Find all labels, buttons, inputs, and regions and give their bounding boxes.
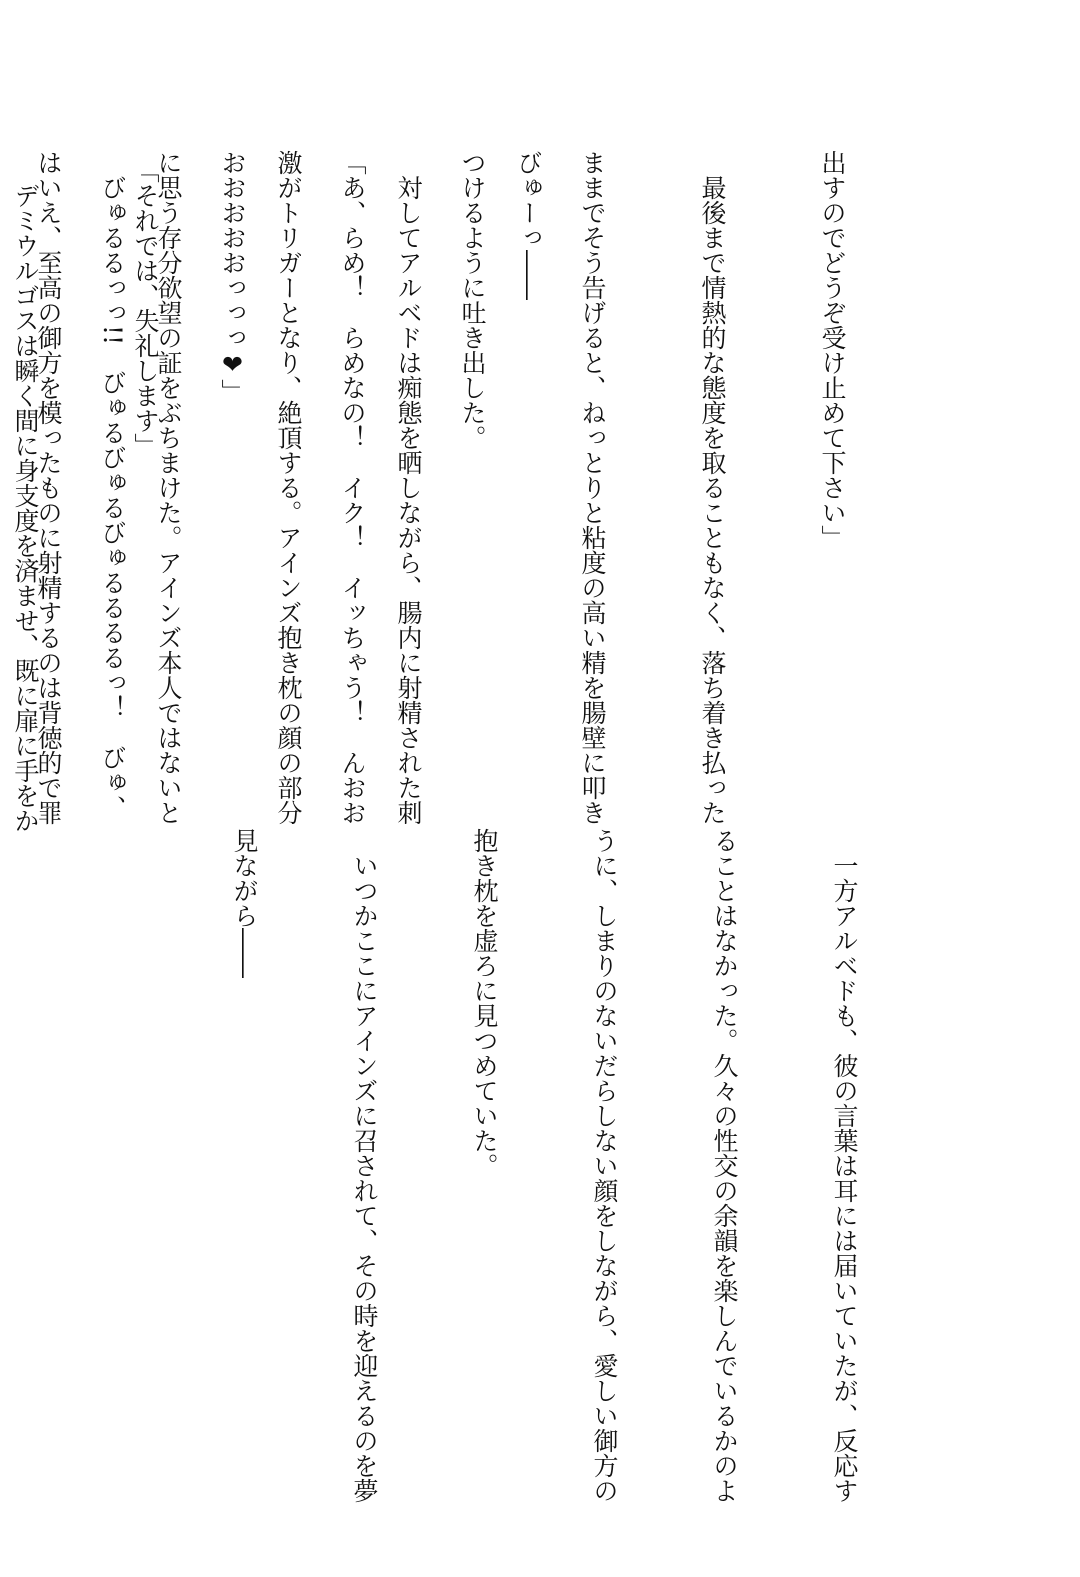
text-line: デミウルゴスは瞬く間に身支度を済ませ、既に扉に手をか: [11, 158, 40, 833]
text-line: 対してアルベドは痴態を晒しながら、腸内に射精された刺: [394, 150, 423, 825]
text-block-top-left: [0, 158, 245, 833]
text-line: はいえ、至高の御方を模ったものに射精するのは背徳的で罪: [34, 150, 63, 825]
text-line: 見ながら――: [230, 828, 259, 978]
text-line: 最後まで情熱的な態度を取ることもなく、落ち着き払った: [698, 150, 727, 825]
text-line: 一方アルベドも、彼の言葉は耳には届いていたが、反応す: [830, 828, 859, 1503]
text-line: びゅーっ――: [514, 150, 543, 300]
text-line: うに、しまりのないだらしない顔をしながら、愛しい御方の: [590, 828, 619, 1503]
text-line: に思う存分欲望の証をぶちまけた。アインズ本人ではないと: [154, 150, 183, 825]
text-block-bottom-right: [144, 828, 944, 1503]
text-line: びゅるるっっ!! びゅるびゅるびゅるるるるっ！ びゅ、: [98, 150, 127, 821]
text-line: ることはなかった。久々の性交の余韻を楽しんでいるかのよ: [710, 828, 739, 1503]
text-line: 「あ、らめ！ らめなの！ イク！ イッちゃう！ んおお: [338, 150, 367, 825]
text-line: ままでそう告げると、ねっとりと粘度の高い精を腸壁に叩き: [578, 150, 607, 825]
text-line: 「それでは、失礼します」: [131, 158, 160, 458]
text-line: つけるように吐き出した。: [458, 150, 487, 450]
text-line: おおおおおっっっ❤」: [218, 150, 247, 404]
text-line: 激がトリガーとなり、絶頂する。アインズ抱き枕の顔の部分: [274, 150, 303, 825]
text-line: 抱き枕を虚ろに見つめていた。: [470, 828, 499, 1178]
text-line: いつかここにアインズに召されて、その時を迎えるのを夢: [350, 828, 379, 1503]
text-line: 出すのでどうぞ受け止めて下さい」: [818, 150, 847, 550]
